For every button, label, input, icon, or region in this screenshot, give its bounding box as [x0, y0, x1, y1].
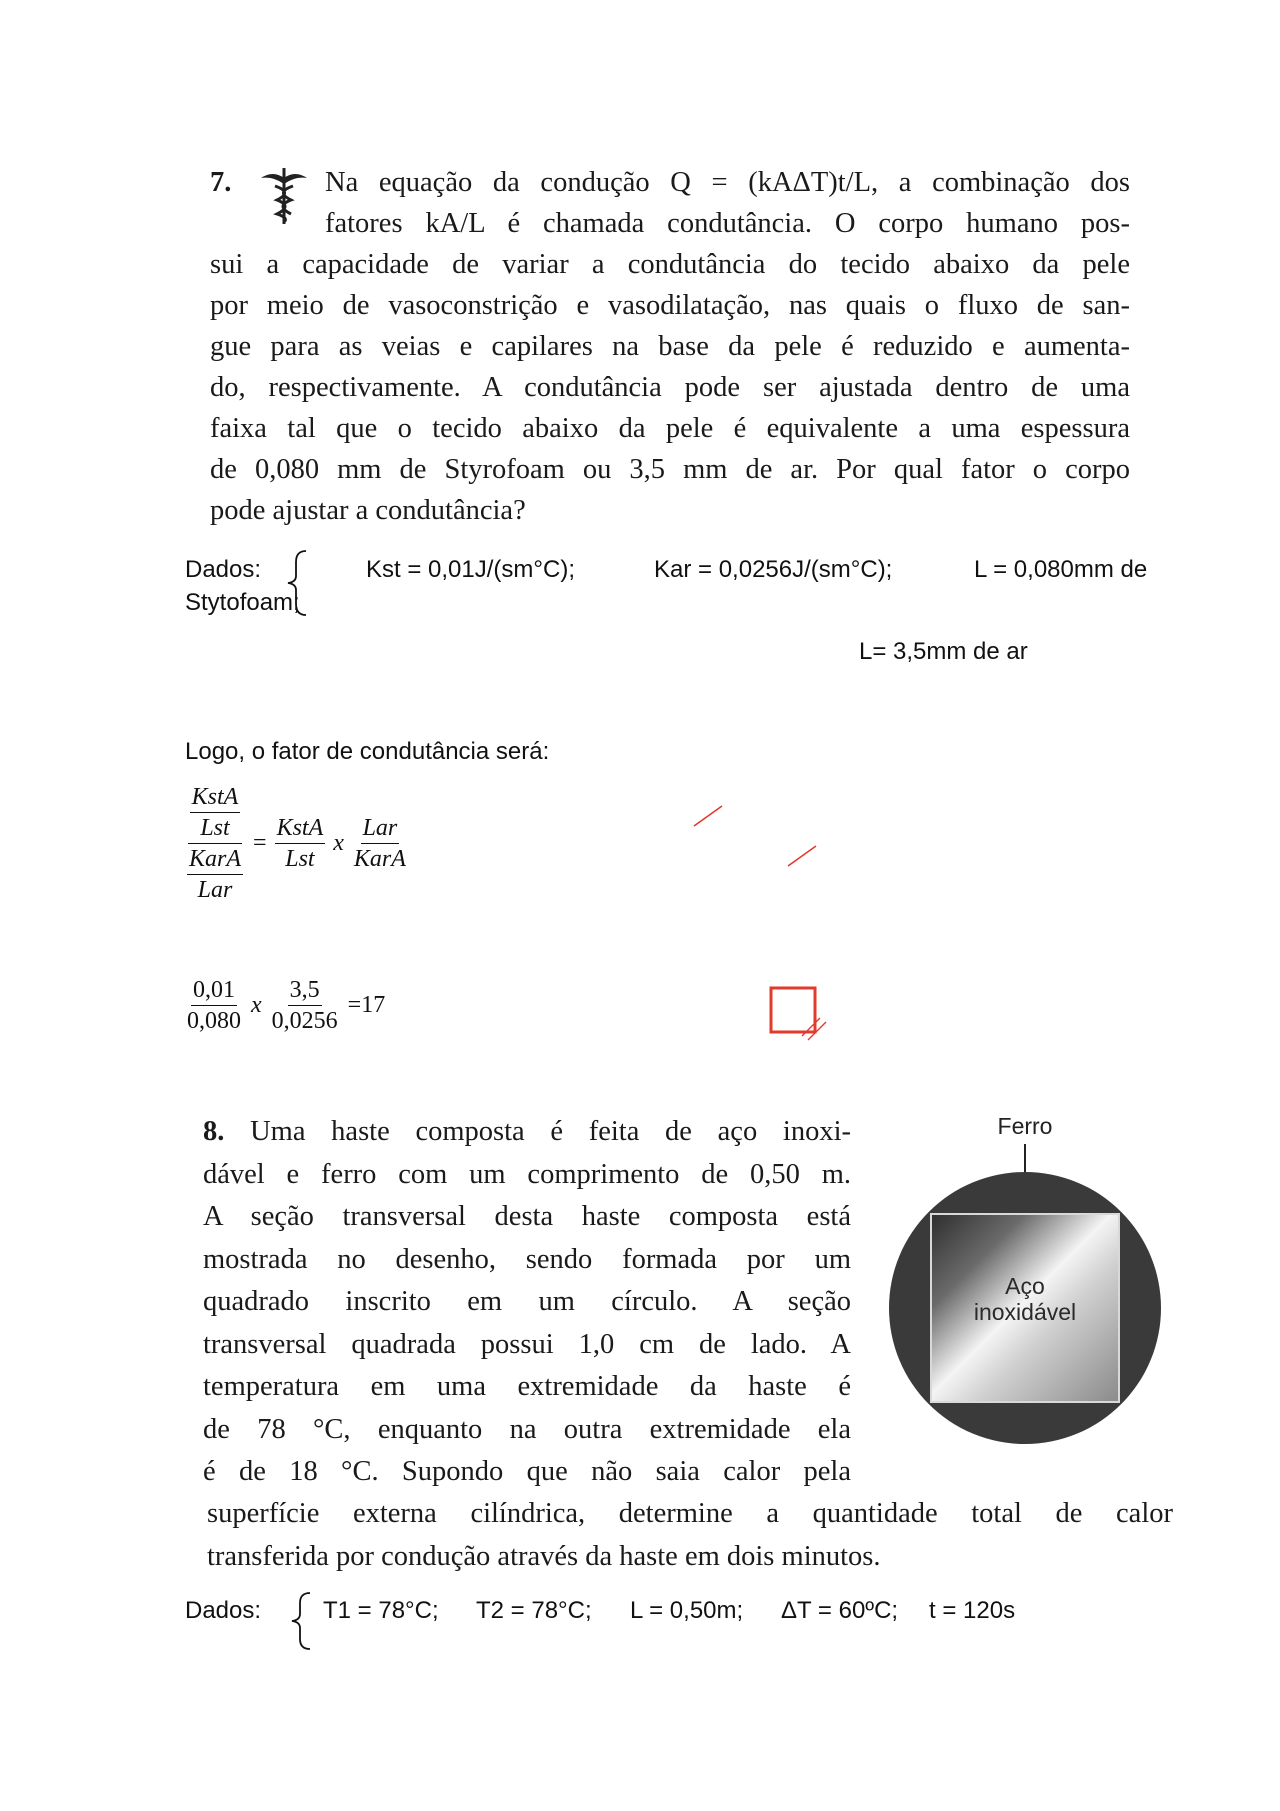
- eq1-times: x: [333, 830, 344, 856]
- ferro-label: Ferro: [997, 1113, 1053, 1139]
- dados-8-delta-t: ΔT = 60ºC;: [781, 1597, 899, 1624]
- problem-8-line: é de 18 °C. Supondo que não saia calor pela: [203, 1456, 851, 1487]
- eq2-result: =17: [347, 992, 386, 1018]
- logo-sentence: Logo, o fator de condutância será:: [185, 738, 550, 765]
- eq2-n1: 0,01: [191, 975, 237, 1006]
- problem-7-line: Na equação da condução Q = (kAΔT)t/L, a combinação dos: [325, 167, 1130, 198]
- eq1-karA: KarA: [187, 844, 243, 875]
- dados-7-label: Dados:: [185, 556, 262, 583]
- dados-8-label: Dados:: [185, 1597, 262, 1624]
- eq1-lst-2: Lst: [285, 846, 315, 872]
- fraction-big: [185, 782, 245, 905]
- problem-7-line: pode ajustar a condutância?: [210, 495, 526, 526]
- eq2-times: x: [251, 992, 262, 1018]
- eq1-lar-2: Lar: [361, 813, 400, 844]
- eq2-d2: 0,0256: [271, 1008, 338, 1034]
- eq2-n2: 3,5: [288, 975, 322, 1006]
- problem-8-line: superfície externa cilíndrica, determine a quantidade total de calor: [207, 1498, 1173, 1529]
- equation-conductance-ratio: [185, 782, 408, 905]
- dados-7-l-styrofoam: L = 0,080mm de: [974, 556, 1148, 583]
- problem-7-line: do, respectivamente. A condutância pode ser ajustada dentro de uma: [210, 372, 1130, 403]
- dados-8-l: L = 0,50m;: [630, 1597, 744, 1624]
- dados-8-t1: T1 = 78°C;: [323, 1597, 439, 1624]
- problem-7-line: faixa tal que o tecido abaixo da pele é equivalente a uma espessura: [210, 413, 1130, 444]
- aco-label-line1: Aço: [1005, 1273, 1045, 1299]
- dados-7-l-ar: L= 3,5mm de ar: [859, 638, 1028, 665]
- problem-8-line: Uma haste composta é feita de aço inoxi-: [250, 1116, 851, 1147]
- eq1-equals: =: [253, 830, 267, 856]
- problem-8-line: temperatura em uma extremidade da haste é: [203, 1371, 851, 1402]
- dados-8-time: t = 120s: [929, 1597, 1016, 1624]
- eq2-d1: 0,080: [187, 1008, 241, 1034]
- problem-8-line: transversal quadrada possui 1,0 cm de lado. A: [203, 1328, 851, 1360]
- problem-7-line: sui a capacidade de variar a condutância do tecido abaixo da pele: [210, 249, 1130, 280]
- problem-7-line: de 0,080 mm de Styrofoam ou 3,5 mm de ar. Por qual fator o corpo: [210, 454, 1130, 485]
- equation-numeric: [185, 975, 387, 1036]
- eq1-kstA: KstA: [190, 782, 241, 813]
- problem-8-line: quadrado inscrito em um círculo. A seção: [203, 1286, 851, 1317]
- dados-7-l-styrofoam-cont: Stytofoam;: [185, 589, 300, 616]
- dados-7-kst: Kst = 0,01J/(sm°C);: [366, 556, 575, 583]
- problem-8-line: A seção transversal desta haste composta está: [203, 1201, 851, 1232]
- eq1-lst: Lst: [200, 815, 230, 841]
- aco-label-line2: inoxidável: [973, 1299, 1077, 1325]
- problem-8-full: [207, 1493, 1173, 1578]
- dados-8-t2: T2 = 78°C;: [476, 1597, 592, 1624]
- caduceus-icon: [255, 164, 313, 238]
- eq1-kstA-2: KstA: [275, 813, 326, 844]
- red-pen-marks: [690, 800, 850, 1060]
- dados-7-kar: Kar = 0,0256J/(sm°C);: [654, 556, 893, 583]
- problem-8-line: mostrada no desenho, sendo formada por um: [203, 1243, 851, 1275]
- problem-7-line: fatores kA/L é chamada condutância. O corpo humano pos-: [325, 208, 1130, 239]
- problem-8-number: 8.: [203, 1116, 225, 1147]
- problem-7-line: por meio de vasoconstrição e vasodilatação, nas quais o fluxo de san-: [210, 290, 1130, 321]
- problem-7-number: 7.: [210, 167, 232, 198]
- eq1-lar: Lar: [197, 877, 233, 903]
- problem-8: [203, 1111, 851, 1494]
- brace-icon: [288, 1590, 318, 1652]
- problem-8-line: dável e ferro com um comprimento de 0,50 m.: [203, 1158, 851, 1190]
- problem-7: [210, 162, 1130, 531]
- problem-7-line: gue para as veias e capilares na base da pele é reduzido e aumenta-: [210, 331, 1130, 362]
- problem-8-line: de 78 °C, enquanto na outra extremidade ela: [203, 1413, 851, 1445]
- cross-section-figure: [885, 1108, 1165, 1448]
- eq1-karA-2: KarA: [353, 846, 406, 872]
- problem-8-line: transferida por condução através da haste em dois minutos.: [207, 1540, 881, 1572]
